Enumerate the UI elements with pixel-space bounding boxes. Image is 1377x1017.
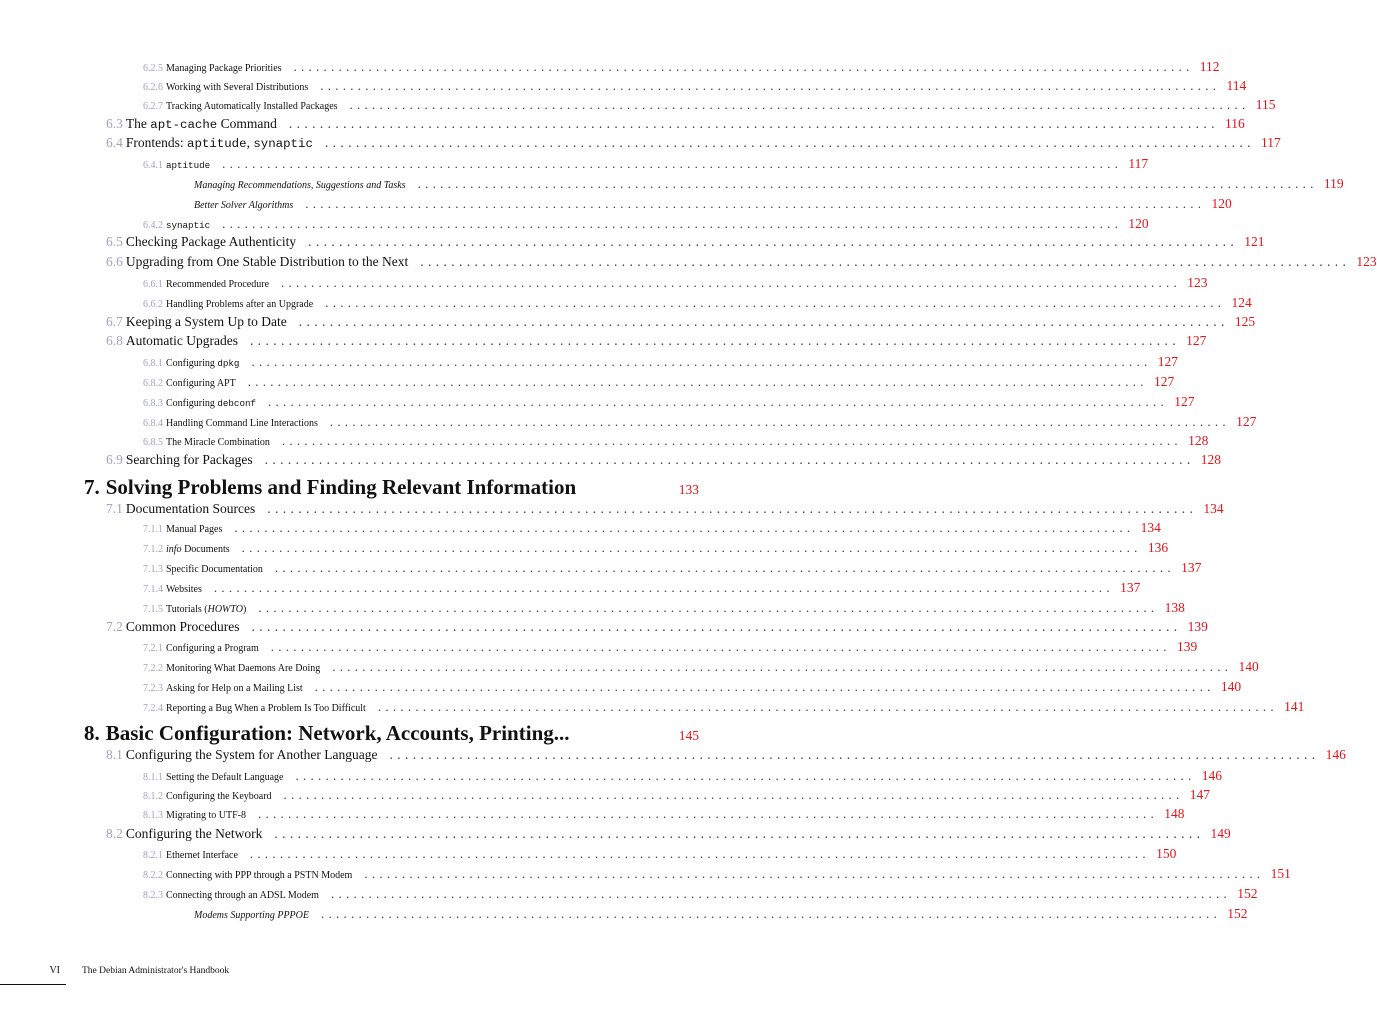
entry-title: Documentation Sources xyxy=(125,501,256,516)
page-number: 136 xyxy=(1147,540,1169,555)
entry-title: Setting the Default Language xyxy=(166,772,284,783)
page-number: 148 xyxy=(1164,806,1185,821)
page-number: 120 xyxy=(1128,216,1149,231)
dot-leader: . . . . . . . . . . . . . . . . . . . . . . . . . . . . . . . . . . . . . . . . . . . . . . . . . . . . . . . . . . . . . . . . . . . . . . . . . . . . . . . . . . . . . . . . . . . . . . . . . . . . . . . . . . . . . . . . . . . . . . . . xyxy=(258,806,1155,821)
dot-leader: . . . . . . . . . . . . . . . . . . . . . . . . . . . . . . . . . . . . . . . . . . . . . . . . . . . . . . . . . . . . . . . . . . . . . . . . . . . . . . . . . . . . . . . . . . . . . . . . . . . . . . . . . . . . . . . . . . . . . . . . xyxy=(222,156,1119,171)
footer-rule xyxy=(0,984,66,985)
section-number: 6.9 xyxy=(106,452,123,467)
title-part: debconf xyxy=(217,398,256,409)
toc-entry[interactable] xyxy=(143,433,1209,449)
title-part: synaptic xyxy=(253,137,313,151)
title-part: HOWTO xyxy=(207,604,243,615)
page-number: 127 xyxy=(1186,333,1207,348)
page-number: 119 xyxy=(1323,176,1344,191)
section-number: 6.2.6 xyxy=(143,82,163,93)
entry-title: Asking for Help on a Mailing List xyxy=(166,683,303,694)
page-number: 147 xyxy=(1189,787,1211,802)
page-number: 128 xyxy=(1188,433,1209,448)
title-part: aptitude xyxy=(187,137,247,151)
toc-entry[interactable] xyxy=(143,560,1202,576)
page-number: 133 xyxy=(678,482,699,497)
title-part: dpkg xyxy=(217,358,240,369)
chapter-title: Basic Configuration: Network, Accounts, Printing... xyxy=(105,721,570,745)
section-number: 6.8 xyxy=(106,333,123,348)
dot-leader: . . . . . . . . . . . . . . . . . . . . . . . . . . . . . . . . . . . . . . . . . . . . . . . . . . . . . . . . . . . . . . . . . . . . . . . . . . . . . . . . . . . . . . . . . . . . . . . . . . . . . . . . . . . . . . . . . . . . . . . . xyxy=(281,433,1179,448)
entry-title: Migrating to UTF-8 xyxy=(166,810,246,821)
section-number: 7.2.4 xyxy=(143,703,163,714)
section-number: 7.1.2 xyxy=(143,544,163,555)
section-number: 6.2.5 xyxy=(143,63,163,74)
chapter-number: 8. xyxy=(84,721,100,745)
page-number: 127 xyxy=(1174,394,1195,409)
page-number: 116 xyxy=(1225,116,1245,131)
entry-title xyxy=(126,116,277,132)
title-part: aptitude xyxy=(166,160,211,171)
section-number: 8.2 xyxy=(106,826,123,841)
title-part: Documents xyxy=(181,544,230,555)
section-number: 6.6.2 xyxy=(143,299,163,310)
entry-title: Reporting a Bug When a Problem Is Too Difficult xyxy=(166,703,366,714)
page-number: 123 xyxy=(1356,254,1377,269)
title-part: ) xyxy=(242,604,247,615)
page-number: 137 xyxy=(1120,580,1141,595)
page-number: 152 xyxy=(1227,906,1248,921)
entry-title: Handling Problems after an Upgrade xyxy=(166,299,314,310)
page-number: 117 xyxy=(1261,135,1281,150)
entry-title: Specific Documentation xyxy=(166,564,263,575)
entry-title: Better Solver Algorithms xyxy=(194,200,294,211)
section-number: 7.1 xyxy=(106,501,123,516)
title-part: apt-cache xyxy=(150,118,218,132)
page-number: 123 xyxy=(1187,275,1208,290)
dot-leader: . . . . . . . . . . . . . . . . . . . . . . . . . . . . . . . . . . . . . . . . . . . . . . . . . . . . . . . . . . . . . . . . . . . . . . . . . . . . . . . . . . . . . . . . . . . . . . . . . . . . . . . . . . . . . . . . . . . . . . . . xyxy=(249,333,1177,348)
toc-entry[interactable] xyxy=(143,216,1149,232)
page-number: 137 xyxy=(1181,560,1202,575)
entry-title: The Miracle Combination xyxy=(166,437,270,448)
page-number: 151 xyxy=(1270,866,1291,881)
page-number: 145 xyxy=(678,728,699,743)
entry-title: Common Procedures xyxy=(125,619,240,634)
toc-entry[interactable] xyxy=(143,886,1258,902)
section-number: 7.2.3 xyxy=(143,683,163,694)
entry-title xyxy=(166,398,256,409)
title-part: , xyxy=(246,135,254,150)
page-number: 112 xyxy=(1199,59,1220,74)
dot-leader: . . . . . . . . . . . . . . . . . . . . . . . . . . . . . . . . . . . . . . . . . . . . . . . . . . . . . . . . . . . . . . . . . . . . . . . . . . . . . . . . . . . . . . . . . . . . . . . . . . . . . . . . . . . . . . . . . . . . . . . . xyxy=(258,600,1155,615)
entry-title: Searching for Packages xyxy=(125,452,253,467)
dot-leader: . . . . . . . . . . . . . . . . . . . . . . . . . . . . . . . . . . . . . . . . . . . . . . . . . . . . . . . . . . . . . . . . . . . . . . . . . . . . . . . . . . . . . . . . . . . . . . . . . . . . . . . . . . . . . . . . . . . . . . . . xyxy=(222,216,1119,231)
dot-leader: . . . . . . . . . . . . . . . . . . . . . . . . . . . . . . . . . . . . . . . . . . . . . . . . . . . . . . . . . . . . . . . . . . . . . . . . . . . . . . . . . . . . . . . . . . . . . . . . . . . . . . . . . . . . . . . . . . . . . . . . xyxy=(377,699,1275,714)
toc-entry[interactable] xyxy=(143,295,1252,311)
dot-leader: . . . . . . . . . . . . . . . . . . . . . . . . . . . . . . . . . . . . . . . . . . . . . . . . . . . . . . . . . . . . . . . . . . . . . . . . . . . . . . . . . . . . . . . . . . . . . . . . . . . . . . . . . . . . . . . . . . . . . . . . xyxy=(251,619,1178,634)
toc-entry[interactable] xyxy=(143,846,1177,862)
entry-title: Automatic Upgrades xyxy=(125,333,238,348)
entry-title: Configuring the Keyboard xyxy=(166,791,272,802)
title-part: Frontends: xyxy=(125,135,188,150)
entry-title xyxy=(166,160,210,171)
section-number: 8.2.1 xyxy=(143,850,163,861)
toc-entry[interactable] xyxy=(143,275,1208,291)
page-number: 140 xyxy=(1220,679,1242,694)
toc-entry[interactable] xyxy=(106,452,1221,468)
section-number: 6.6.1 xyxy=(143,279,163,290)
toc-entry[interactable] xyxy=(143,520,1161,536)
entry-title xyxy=(166,358,239,369)
dot-leader: . . . . . . . . . . . . . . . . . . . . . . . . . . . . . . . . . . . . . . . . . . . . . . . . . . . . . . . . . . . . . . . . . . . . . . . . . . . . . . . . . . . . . . . . . . . . . . . . . . . . . . . . . . . . . . . . . . . . . . . . xyxy=(330,886,1228,901)
dot-leader: . . . . . . . . . . . . . . . . . . . . . . . . . . . . . . . . . . . . . . . . . . . . . . . . . . . . . . . . . . . . . . . . . . . . . . . . . . . . . . . . . . . . . . . . . . . . . . . . . . . . . . . . . . . . . . . . . . . . . . . . xyxy=(267,501,1194,516)
toc-entry[interactable] xyxy=(106,747,1346,763)
toc-entry[interactable] xyxy=(106,333,1207,349)
dot-leader: . . . . . . . . . . . . . . . . . . . . . . . . . . . . . . . . . . . . . . . . . . . . . . . . . . . . . . . . . . . . . . . . . . . . . . . . . . . . . . . . . . . . . . . . . . . . . . . . . . . . . . . . . . . . . . . . . . . . . . . . xyxy=(308,234,1235,249)
dot-leader: . . . . . . . . . . . . . . . . . . . . . . . . . . . . . . . . . . . . . . . . . . . . . . . . . . . . . . . . . . . . . . . . . . . . . . . . . . . . . . . . . . . . . . . . . . . . . . . . . . . . . . . . . . . . . . . . . . . . . . . . xyxy=(325,295,1222,310)
entry-title xyxy=(166,544,230,555)
title-part: info xyxy=(166,544,182,555)
dot-leader: . . . . . . . . . . . . . . . . . . . . . . . . . . . . . . . . . . . . . . . . . . . . . . . . . . . . . . . . . . . . . . . . . . . . . . . . . . . . . . . . . . . . . . . . . . . . . . . . . . . . . . . . . . . . . . . . . . . . . . . . xyxy=(213,580,1111,595)
title-part: Configuring xyxy=(166,398,218,409)
section-number: 6.4.1 xyxy=(143,160,163,171)
toc-entry[interactable] xyxy=(106,501,1224,517)
entry-title: Configuring a Program xyxy=(166,643,259,654)
entry-title: Configuring the System for Another Language xyxy=(125,747,378,762)
dot-leader: . . . . . . . . . . . . . . . . . . . . . . . . . . . . . . . . . . . . . . . . . . . . . . . . . . . . . . . . . . . . . . . . . . . . . . . . . . . . . . . . . . . . . . . . . . . . . . . . . . . . . . . . . . . . . . . . . . . . . . . . xyxy=(293,59,1190,74)
toc-entry[interactable] xyxy=(143,540,1169,556)
page-number: 128 xyxy=(1200,452,1221,467)
entry-title: Tracking Automatically Installed Packages xyxy=(166,101,338,112)
dot-leader: . . . . . . . . . . . . . . . . . . . . . . . . . . . . . . . . . . . . . . . . . . . . . . . . . . . . . . . . . . . . . . . . . . . . . . . . . . . . . . . . . . . . . . . . . . . . . . . . . . . . . . . . . . . . . . . . . . . . . . . . xyxy=(420,254,1347,269)
toc-entry[interactable] xyxy=(143,600,1185,616)
section-number: 7.1.4 xyxy=(143,584,163,595)
toc-entry[interactable] xyxy=(106,254,1377,270)
page-number: 127 xyxy=(1157,354,1178,369)
section-number: 6.8.2 xyxy=(143,378,163,389)
section-number: 7.2.1 xyxy=(143,643,163,654)
toc-entry[interactable] xyxy=(143,156,1149,172)
section-number: 6.8.3 xyxy=(143,398,163,409)
toc-entry[interactable] xyxy=(143,354,1178,370)
dot-leader: . . . . . . . . . . . . . . . . . . . . . . . . . . . . . . . . . . . . . . . . . . . . . . . . . . . . . . . . . . . . . . . . . . . . . . . . . . . . . . . . . . . . . . . . . . . . . . . . . . . . . . . . . . . . . . . . . . . . . . . . xyxy=(268,394,1165,409)
section-number: 7.1.1 xyxy=(143,524,163,535)
dot-leader: . . . . . . . . . . . . . . . . . . . . . . . . . . . . . . . . . . . . . . . . . . . . . . . . . . . . . . . . . . . . . . . . . . . . . . . . . . . . . . . . . . . . . . . . . . . . . . . . . . . . . . . . . . . . . . . . . . . . . . . . xyxy=(249,846,1147,861)
entry-title: Checking Package Authenticity xyxy=(125,234,297,249)
dot-leader: . . . . . . . . . . . . . . . . . . . . . . . . . . . . . . . . . . . . . . . . . . . . . . . . . . . . . . . . . . . . . . . . . . . . . . . . . . . . . . . . . . . . . . . . . . . . . . . . . . . . . . . . . . . . . . . . . . . . . . . . xyxy=(298,314,1225,329)
toc-entry[interactable] xyxy=(143,374,1175,390)
page-number: 149 xyxy=(1210,826,1231,841)
chapter-number: 7. xyxy=(84,475,100,499)
entry-title: Connecting with PPP through a PSTN Modem xyxy=(166,870,353,881)
entry-title: Websites xyxy=(166,584,202,595)
toc-entry[interactable] xyxy=(143,59,1220,75)
dot-leader: . . . . . . . . . . . . . . . . . . . . . . . . . . . . . . . . . . . . . . . . . . . . . . . . . . . . . . . . . . . . . . . . . . . . . . . . . . . . . . . . . . . . . . . . . . . . . . . . . . . . . . . . . . . . . . . . . . . . . . . . xyxy=(305,196,1202,211)
toc-entry[interactable] xyxy=(143,806,1185,822)
section-number: 8.1 xyxy=(106,747,123,762)
dot-leader: . . . . . . . . . . . . . . . . . . . . . . . . . . . . . . . . . . . . . . . . . . . . . . . . . . . . . . . . . . . . . . . . . . . . . . . . . . . . . . . . . . . . . . . . . . . . . . . . . . . . . . . . . . . . . . . . . . . . . . . . xyxy=(251,354,1148,369)
toc-entry[interactable] xyxy=(106,314,1256,330)
dot-leader: . . . . . . . . . . . . . . . . . . . . . . . . . . . . . . . . . . . . . . . . . . . . . . . . . . . . . . . . . . . . . . . . . . . . . . . . . . . . . . . . . . . . . . . . . . . . . . . . . . . . . . . . . . . . . . . . . . . . . . . . xyxy=(264,452,1191,467)
entry-title: Ethernet Interface xyxy=(166,850,238,861)
toc-entry[interactable] xyxy=(143,394,1195,410)
toc-entry[interactable] xyxy=(143,97,1276,113)
page-number: 120 xyxy=(1211,196,1232,211)
dot-leader: . . . . . . . . . . . . . . . . . . . . . . . . . . . . . . . . . . . . . . . . . . . . . . . . . . . . . . . . . . . . . . . . . . . . . . . . . . . . . . . . . . . . . . . . . . . . . . . . . . . . . . . . . . . . . . . . . . . . . . . . xyxy=(241,540,1138,555)
entry-title: Handling Command Line Interactions xyxy=(166,418,318,429)
footer-book-title: The Debian Administrator's Handbook xyxy=(82,966,230,976)
page-number: 127 xyxy=(1236,414,1257,429)
section-number: 6.4.2 xyxy=(143,220,163,231)
dot-leader: . . . . . . . . . . . . . . . . . . . . . . . . . . . . . . . . . . . . . . . . . . . . . . . . . . . . . . . . . . . . . . . . . . . . . . . . . . . . . . . . . . . . . . . . . . . . . . . . . . . . . . . . . . . . . . . . . . . . . . . . xyxy=(295,768,1192,783)
dot-leader: . . . . . . . . . . . . . . . . . . . . . . . . . . . . . . . . . . . . . . . . . . . . . . . . . . . . . . . . . . . . . . . . . . . . . . . . . . . . . . . . . . . . . . . . . . . . . . . . . . . . . . . . . . . . . . . . . . . . . . . . xyxy=(349,97,1246,112)
dot-leader: . . . . . . . . . . . . . . . . . . . . . . . . . . . . . . . . . . . . . . . . . . . . . . . . . . . . . . . . . . . . . . . . . . . . . . . . . . . . . . . . . . . . . . . . . . . . . . . . . . . . . . . . . . . . . . . . . . . . . . . . xyxy=(288,116,1216,131)
title-part: Tutorials ( xyxy=(166,604,208,615)
dot-leader: . . . . . . . . . . . . . . . . . . . . . . . . . . . . . . . . . . . . . . . . . . . . . . . . . . . . . . . . . . . . . . . . . . . . . . . . . . . . . . . . . . . . . . . . . . . . . . . . . . . . . . . . . . . . . . . . . . . . . . . . xyxy=(329,414,1227,429)
page-number: 139 xyxy=(1187,619,1208,634)
title-part: The xyxy=(125,116,151,131)
dot-leader: . . . . . . . . . . . . . . . . . . . . . . . . . . . . . . . . . . . . . . . . . . . . . . . . . . . . . . . . . . . . . . . . . . . . . . . . . . . . . . . . . . . . . . . . . . . . . . . . . . . . . . . . . . . . . . . . . . . . . . . . xyxy=(283,787,1180,802)
section-number: 6.8.1 xyxy=(143,358,163,369)
page-number: 115 xyxy=(1255,97,1276,112)
entry-title: Connecting through an ADSL Modem xyxy=(166,890,319,901)
entry-title: Managing Package Priorities xyxy=(166,63,282,74)
section-number: 6.7 xyxy=(106,314,123,329)
footer-page-number: VI xyxy=(49,965,60,976)
section-number: 6.3 xyxy=(106,116,123,131)
toc-entry[interactable] xyxy=(106,135,1281,151)
toc-entry[interactable] xyxy=(106,234,1265,250)
entry-title xyxy=(126,135,313,151)
toc-entry[interactable] xyxy=(194,176,1344,192)
entry-title: Manual Pages xyxy=(166,524,223,535)
entry-title: Configuring the Network xyxy=(125,826,263,841)
page-number: 146 xyxy=(1325,747,1346,762)
entry-title: Recommended Procedure xyxy=(166,279,270,290)
dot-leader: . . . . . . . . . . . . . . . . . . . . . . . . . . . . . . . . . . . . . . . . . . . . . . . . . . . . . . . . . . . . . . . . . . . . . . . . . . . . . . . . . . . . . . . . . . . . . . . . . . . . . . . . . . . . . . . . . . . . . . . . xyxy=(364,866,1261,881)
entry-title: Managing Recommendations, Suggestions and Tasks xyxy=(194,180,406,191)
entry-title: Keeping a System Up to Date xyxy=(125,314,287,329)
section-number: 6.4 xyxy=(106,135,123,150)
page-number: 127 xyxy=(1153,374,1175,389)
title-part: Configuring xyxy=(166,358,218,369)
page-number: 124 xyxy=(1231,295,1252,310)
toc-entry[interactable] xyxy=(143,580,1141,596)
page-number: 152 xyxy=(1237,886,1258,901)
section-number: 6.6 xyxy=(106,254,123,269)
section-number: 7.1.3 xyxy=(143,564,163,575)
chapter-entry[interactable] xyxy=(84,475,699,500)
toc-entry[interactable] xyxy=(143,866,1291,882)
dot-leader: . . . . . . . . . . . . . . . . . . . . . . . . . . . . . . . . . . . . . . . . . . . . . . . . . . . . . . . . . . . . . . . . . . . . . . . . . . . . . . . . . . . . . . . . . . . . . . . . . . . . . . . . . . . . . . . . . . . . . . . . xyxy=(321,906,1218,921)
entry-title xyxy=(166,220,210,231)
toc-entry[interactable] xyxy=(143,78,1247,94)
page-number: 139 xyxy=(1177,639,1198,654)
dot-leader: . . . . . . . . . . . . . . . . . . . . . . . . . . . . . . . . . . . . . . . . . . . . . . . . . . . . . . . . . . . . . . . . . . . . . . . . . . . . . . . . . . . . . . . . . . . . . . . . . . . . . . . . . . . . . . . . . . . . . . . . xyxy=(247,374,1144,389)
toc-entry[interactable] xyxy=(194,196,1232,212)
page-number: 138 xyxy=(1164,600,1185,615)
entry-title: Modems Supporting PPPOE xyxy=(194,910,309,921)
dot-leader: . . . . . . . . . . . . . . . . . . . . . . . . . . . . . . . . . . . . . . . . . . . . . . . . . . . . . . . . . . . . . . . . . . . . . . . . . . . . . . . . . . . . . . . . . . . . . . . . . . . . . . . . . . . . . . . . . . . . . . . . xyxy=(417,176,1314,191)
toc-entry[interactable] xyxy=(106,116,1245,132)
page-number: 117 xyxy=(1128,156,1149,171)
page-number: 146 xyxy=(1201,768,1222,783)
title-part: synaptic xyxy=(166,220,211,231)
dot-leader: . . . . . . . . . . . . . . . . . . . . . . . . . . . . . . . . . . . . . . . . . . . . . . . . . . . . . . . . . . . . . . . . . . . . . . . . . . . . . . . . . . . . . . . . . . . . . . . . . . . . . . . . . . . . . . . . . . . . . . . . xyxy=(389,747,1316,762)
dot-leader: . . . . . . . . . . . . . . . . . . . . . . . . . . . . . . . . . . . . . . . . . . . . . . . . . . . . . . . . . . . . . . . . . . . . . . . . . . . . . . . . . . . . . . . . . . . . . . . . . . . . . . . . . . . . . . . . . . . . . . . . xyxy=(281,275,1178,290)
entry-title: Monitoring What Daemons Are Doing xyxy=(166,663,321,674)
dot-leader: . . . . . . . . . . . . . . . . . . . . . . . . . . . . . . . . . . . . . . . . . . . . . . . . . . . . . . . . . . . . . . . . . . . . . . . . . . . . . . . . . . . . . . . . . . . . . . . . . . . . . . . . . . . . . . . . . . . . . . . . xyxy=(274,826,1201,841)
page-number: 114 xyxy=(1226,78,1247,93)
dot-leader: . . . . . . . . . . . . . . . . . . . . . . . . . . . . . . . . . . . . . . . . . . . . . . . . . . . . . . . . . . . . . . . . . . . . . . . . . . . . . . . . . . . . . . . . . . . . . . . . . . . . . . . . . . . . . . . . . . . . . . . . xyxy=(314,679,1211,694)
chapter-entry[interactable] xyxy=(84,721,699,746)
entry-title: Configuring APT xyxy=(166,378,236,389)
section-number: 7.2.2 xyxy=(143,663,163,674)
title-part: Command xyxy=(217,116,277,131)
entry-title: Upgrading from One Stable Distribution to the Next xyxy=(125,254,409,269)
dot-leader: . . . . . . . . . . . . . . . . . . . . . . . . . . . . . . . . . . . . . . . . . . . . . . . . . . . . . . . . . . . . . . . . . . . . . . . . . . . . . . . . . . . . . . . . . . . . . . . . . . . . . . . . . . . . . . . . . . . . . . . . xyxy=(332,659,1229,674)
section-number: 8.1.2 xyxy=(143,791,163,802)
dot-leader: . . . . . . . . . . . . . . . . . . . . . . . . . . . . . . . . . . . . . . . . . . . . . . . . . . . . . . . . . . . . . . . . . . . . . . . . . . . . . . . . . . . . . . . . . . . . . . . . . . . . . . . . . . . . . . . . . . . . . . . . xyxy=(320,78,1217,93)
section-number: 6.8.4 xyxy=(143,418,163,429)
toc-entry[interactable] xyxy=(143,768,1222,784)
toc-entry[interactable] xyxy=(143,639,1198,655)
page-number: 134 xyxy=(1203,501,1224,516)
toc-entry[interactable] xyxy=(143,679,1242,695)
toc-entry[interactable] xyxy=(143,787,1211,803)
dot-leader: . . . . . . . . . . . . . . . . . . . . . . . . . . . . . . . . . . . . . . . . . . . . . . . . . . . . . . . . . . . . . . . . . . . . . . . . . . . . . . . . . . . . . . . . . . . . . . . . . . . . . . . . . . . . . . . . . . . . . . . . xyxy=(274,560,1172,575)
toc-entry[interactable] xyxy=(106,826,1231,842)
section-number: 6.2.7 xyxy=(143,101,163,112)
section-number: 7.1.5 xyxy=(143,604,163,615)
section-number: 7.2 xyxy=(106,619,123,634)
entry-title: Working with Several Distributions xyxy=(166,82,309,93)
section-number: 8.2.3 xyxy=(143,890,163,901)
chapter-title: Solving Problems and Finding Relevant Information xyxy=(105,475,577,499)
dot-leader: . . . . . . . . . . . . . . . . . . . . . . . . . . . . . . . . . . . . . . . . . . . . . . . . . . . . . . . . . . . . . . . . . . . . . . . . . . . . . . . . . . . . . . . . . . . . . . . . . . . . . . . . . . . . . . . . . . . . . . . . xyxy=(234,520,1131,535)
page-number: 125 xyxy=(1234,314,1256,329)
dot-leader: . . . . . . . . . . . . . . . . . . . . . . . . . . . . . . . . . . . . . . . . . . . . . . . . . . . . . . . . . . . . . . . . . . . . . . . . . . . . . . . . . . . . . . . . . . . . . . . . . . . . . . . . . . . . . . . . . . . . . . . . xyxy=(270,639,1168,654)
page-number: 121 xyxy=(1244,234,1265,249)
toc-entry[interactable] xyxy=(143,414,1257,430)
page-number: 141 xyxy=(1284,699,1305,714)
toc-entry[interactable] xyxy=(106,619,1208,635)
page-number: 140 xyxy=(1238,659,1259,674)
section-number: 6.5 xyxy=(106,234,123,249)
section-number: 8.2.2 xyxy=(143,870,163,881)
section-number: 8.1.3 xyxy=(143,810,163,821)
entry-title xyxy=(166,604,246,615)
section-number: 8.1.1 xyxy=(143,772,163,783)
page-number: 134 xyxy=(1140,520,1161,535)
dot-leader: . . . . . . . . . . . . . . . . . . . . . . . . . . . . . . . . . . . . . . . . . . . . . . . . . . . . . . . . . . . . . . . . . . . . . . . . . . . . . . . . . . . . . . . . . . . . . . . . . . . . . . . . . . . . . . . . . . . . . . . . xyxy=(324,135,1252,150)
toc-entry[interactable] xyxy=(143,659,1259,675)
toc-entry[interactable] xyxy=(143,699,1305,715)
section-number: 6.8.5 xyxy=(143,437,163,448)
page-number: 150 xyxy=(1156,846,1177,861)
toc-entry[interactable] xyxy=(194,906,1248,922)
